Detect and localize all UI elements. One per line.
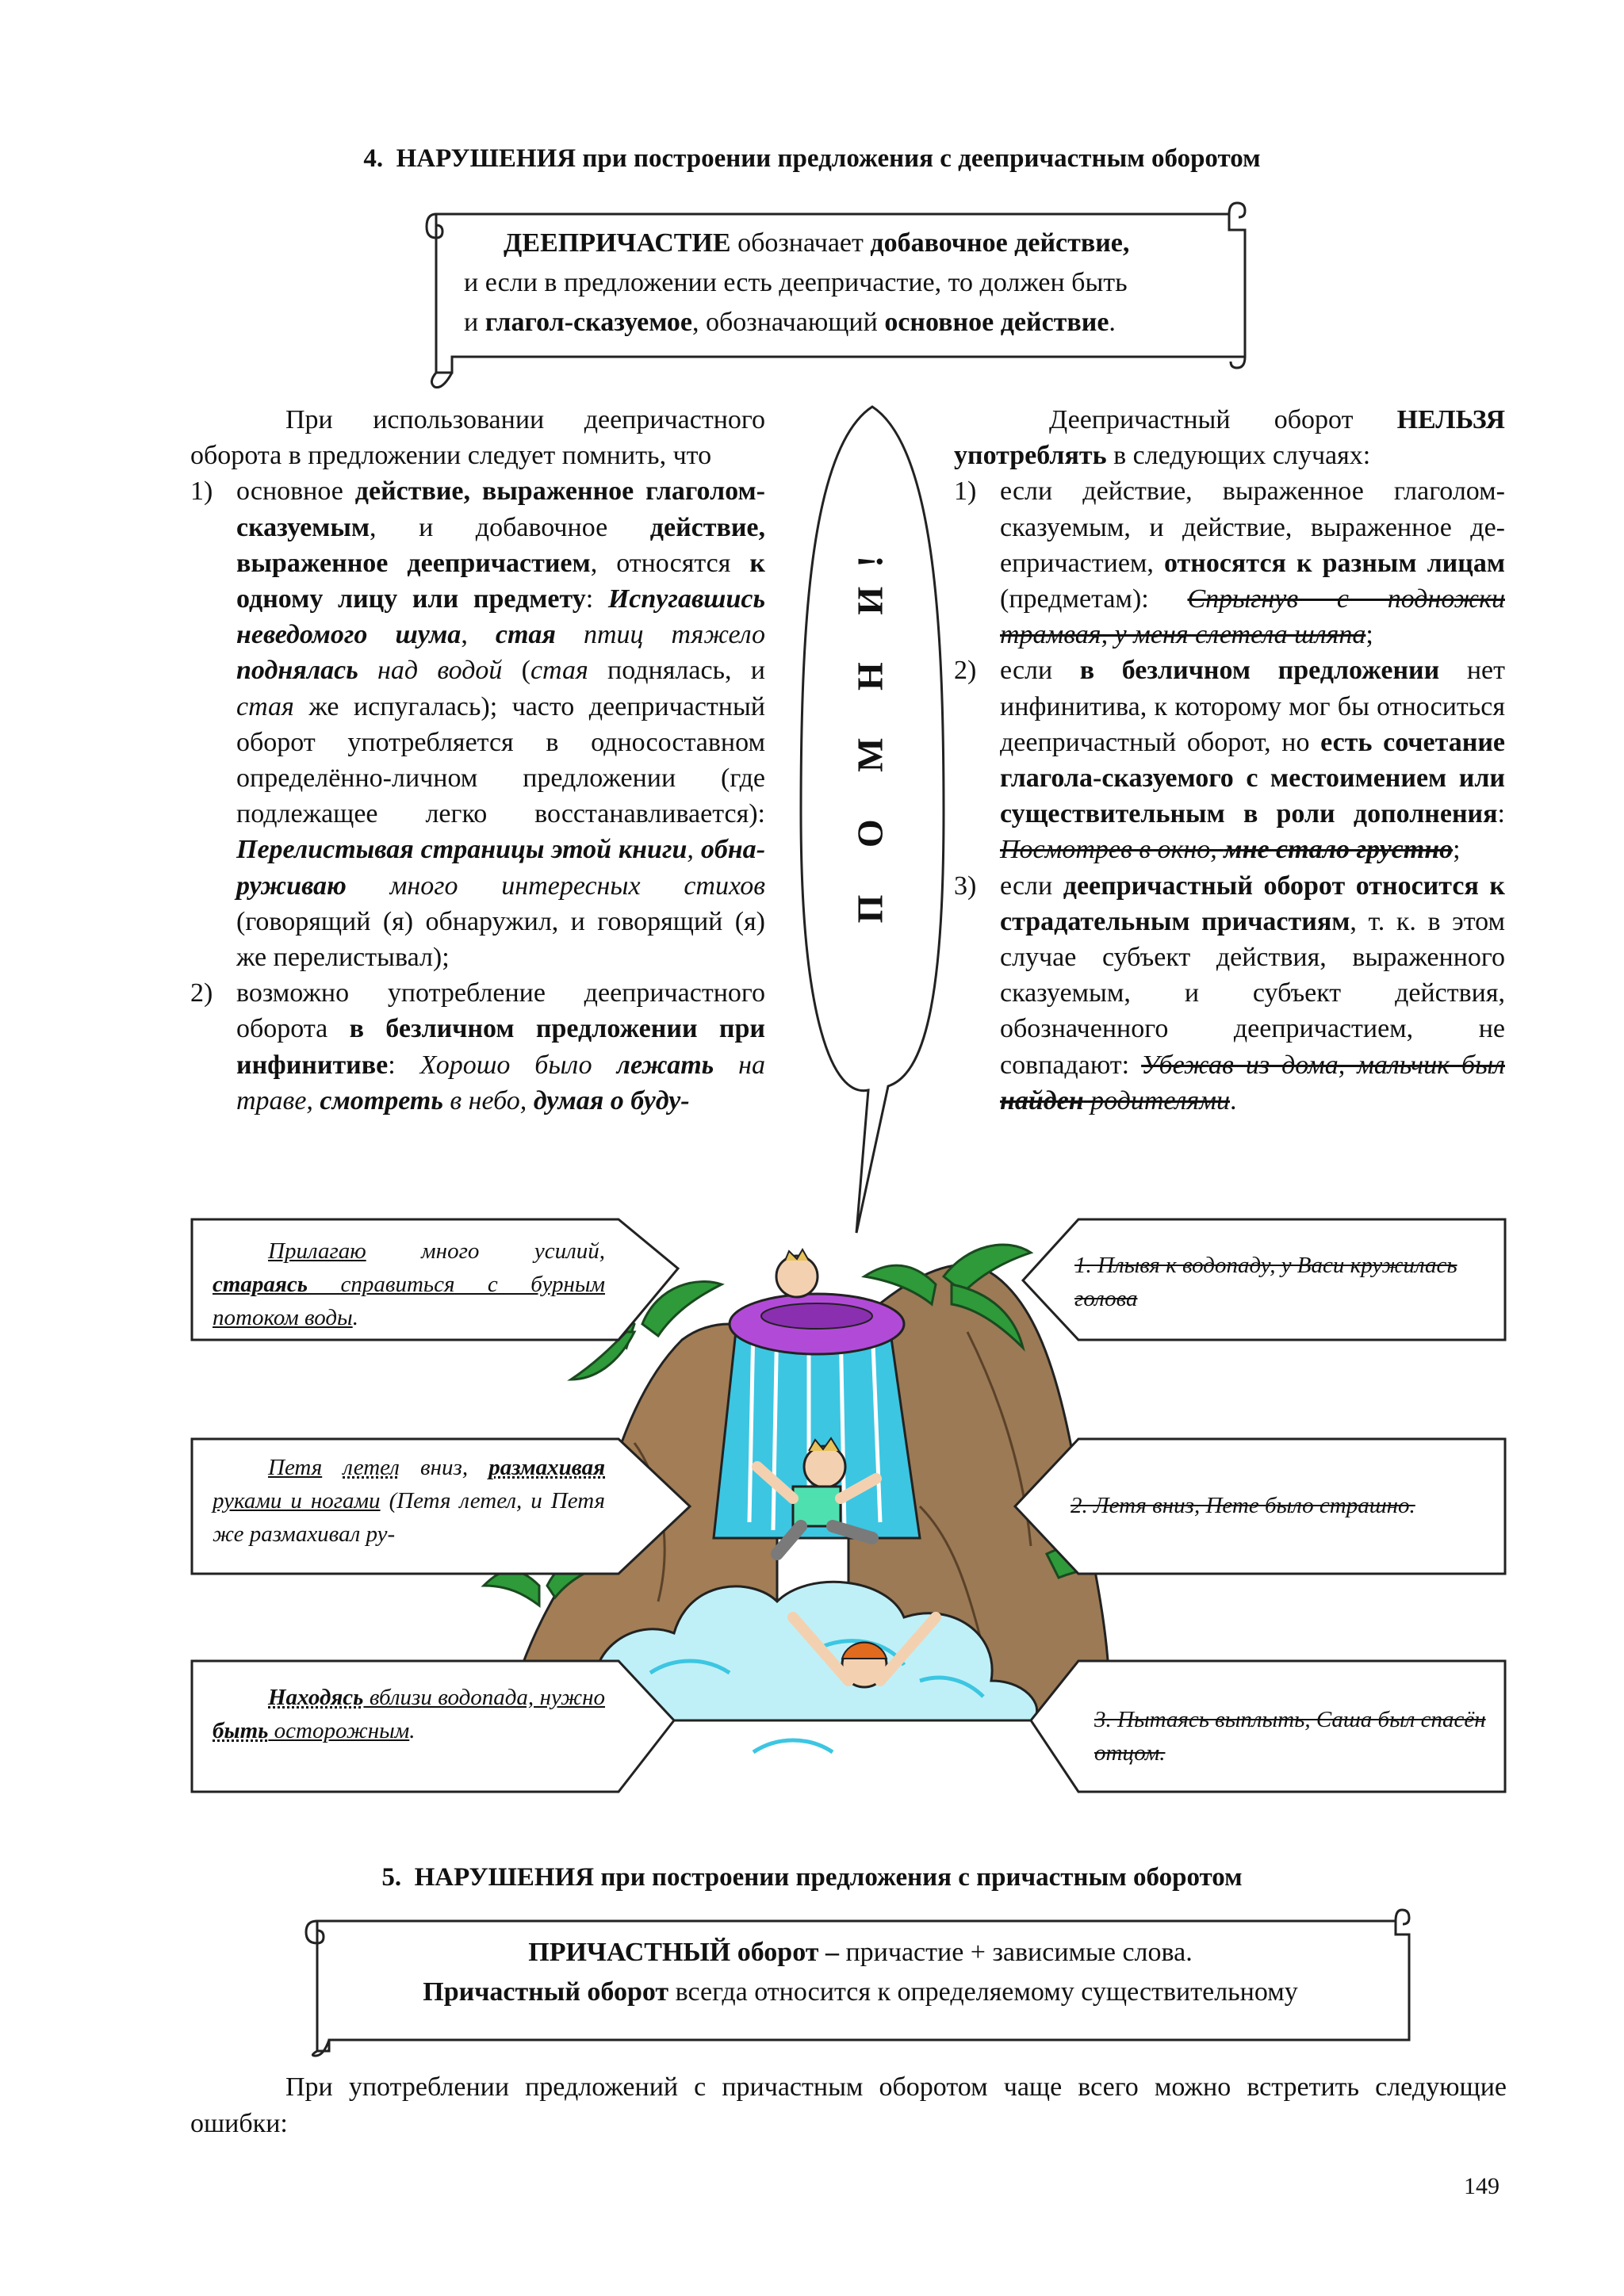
- right-column: [954, 402, 1505, 1119]
- right-intro: Деепричастный оборот НЕЛЬЗЯ употреблять в следующих случаях:: [954, 405, 1505, 471]
- left-intro: При использовании деепричастного оборота в предложении следует помнить, что: [190, 405, 765, 471]
- left-item-2: 2) возможно употребление деепричастного оборота в безличном предложении при инфинитиве: Хорошо было лежать на траве, смотреть в небо, думая о буду-: [190, 978, 765, 1115]
- balloon-text-wrap: [834, 523, 906, 936]
- right-item-1: 1) если действие, выраженное глаголом-сказуемым, и действие, выраженное деепричастием, относятся к разным лицам (предметам): Спрыгнув с подножки трамвая, у меня слетела шляпа;: [954, 476, 1505, 650]
- scroll2-text: ПРИЧАСТНЫЙ оборот – причастие + зависимые слова. Причастный оборот всегда относится к определяемому существительному: [423, 1938, 1298, 2007]
- scroll1-text: ДЕЕПРИЧАСТИЕ обозначает добавочное действие, и если в предложении есть деепричастие, то должен быть и глагол-сказуемое, обозначающий основное действие.: [464, 228, 1130, 337]
- left-item-1: 1) основное действие, выраженное глаголом-сказуемым, и добавочное действие, выраженное деепричастием, относятся к одному лицу или предмету: Испугавшись неведомого шума, стая птиц тяжело поднялась над водой (стая поднялась, и стая же испугалась); часто деепричастный оборот употребляется в односоставном определённо-личном предложении (где подлежащее легко восстанавливается): Перелистывая страницы этой книги, обнаруживаю много интересных стихов (говорящий (я) обнаружил, и говорящий (я) же перелистывал);: [190, 476, 766, 973]
- left-callout-3: Находясь вблизи водопада, нужно быть осторожным.: [213, 1685, 605, 1743]
- left-callout-2: Петя летел вниз, размахивая руками и ногами (Петя летел, и Петя же размахивал ру-: [213, 1455, 606, 1547]
- right-item-2: 2) если в безличном предложении нет инфинитива, к которому мог бы относиться деепричастный оборот, но есть сочетание глагола-сказуемого с местоимением или существительным в роли дополнения: Посмотрев в окно, мне стало грустно;: [954, 656, 1506, 865]
- closing-paragraph: При употреблении предложений с причастным оборотом чаще всего можно встретить следующие ошибки:: [190, 2072, 1507, 2138]
- page-number: 149: [1464, 2173, 1500, 2199]
- section5-heading: 5. НАРУШЕНИЯ при построении предложения с причастным оборотом: [381, 1863, 1243, 1892]
- left-callout-1: Прилагаю много усилий, стараясь справиться с бурным потоком воды.: [213, 1238, 605, 1330]
- left-column: [190, 402, 765, 1119]
- right-callout-2: 2. Летя вниз, Пете было страшно.: [1071, 1493, 1415, 1518]
- section4-heading: 4. НАРУШЕНИЯ при построении предложения с деепричастным оборотом: [363, 144, 1261, 173]
- right-callout-1: 1. Плывя к водопаду, у Васи кружилась голова: [1074, 1253, 1457, 1311]
- right-item-3: 3) если деепричастный оборот относится к страдательным причастиям, т. к. в этом случае субъект действия, выраженного сказуемым, и субъект действия, обозначенного деепричастием, не совпадают: Убежав из дома, мальчик был найден родителями.: [954, 871, 1505, 1115]
- right-callout-3: 3. Пытаясь выплыть, Саша был спасён отцом.: [1094, 1707, 1486, 1766]
- balloon-text: П О М Н И!: [849, 536, 891, 923]
